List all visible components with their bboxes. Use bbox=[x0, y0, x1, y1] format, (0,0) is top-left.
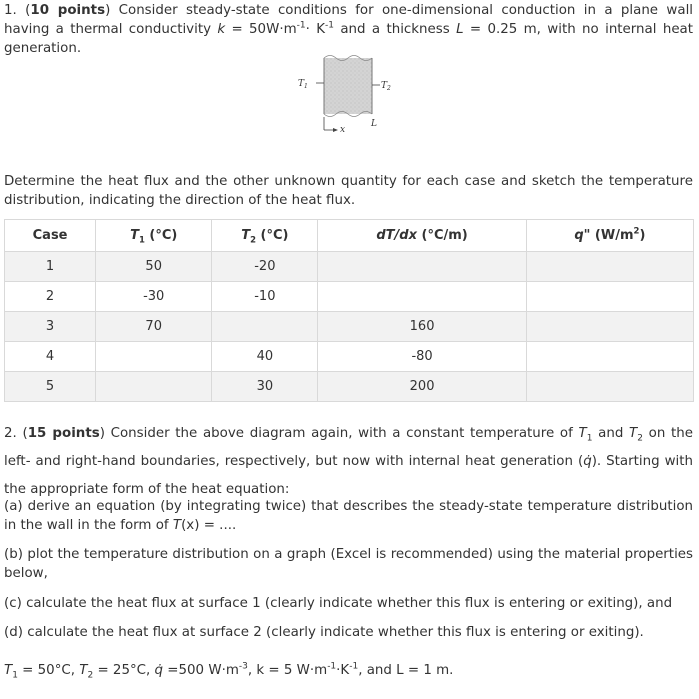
cell-heat-flux bbox=[526, 372, 693, 402]
problem-2-part-c: (c) calculate the heat flux at surface 1 (clearly indicate whether this flux is entering or exiting), and bbox=[4, 596, 673, 611]
cell-heat-flux bbox=[526, 282, 693, 312]
cell-heat-flux bbox=[526, 312, 693, 342]
header-dtdx: dT/dx (°C/m) bbox=[318, 220, 526, 252]
header-case: Case bbox=[5, 220, 96, 252]
table-row bbox=[5, 282, 694, 312]
x-label: x bbox=[340, 125, 346, 135]
t1-label: $T_1$ bbox=[298, 79, 308, 90]
problem-1-table bbox=[4, 219, 694, 402]
cell-dtdx bbox=[318, 252, 526, 282]
cell-case: 4 bbox=[5, 342, 96, 372]
t2-label: $T_2$ bbox=[381, 81, 391, 92]
cell-t1: -30 bbox=[96, 282, 212, 312]
table-header-row bbox=[5, 220, 694, 252]
problem-2-properties: $T_1 = 50^\circ C$, $T_2 = 25^\circ C$, q̇ =500 $W\cdot m^{-3}$, k = 5 $W\cdot m^{-1}\cdot K^{-1}$, and L = 1 m. bbox=[4, 661, 454, 681]
problem-1-statement: 1. (10 points) Consider steady-state conditions for one-dimensional conduction in a plane wall having a thermal conductivity $k = 50W\cdot m^{-1}\cdot K^{-1}$ and a thickness L = 0.25 m, with no internal heat generation. bbox=[4, 3, 694, 56]
table-row bbox=[5, 312, 694, 342]
cell-heat-flux bbox=[526, 252, 693, 282]
cell-t2: -20 bbox=[212, 252, 318, 282]
cell-t2 bbox=[212, 312, 318, 342]
table-row bbox=[5, 372, 694, 402]
problem-2-part-d: (d) calculate the heat flux at surface 2 (clearly indicate whether this flux is entering or exiting). bbox=[4, 625, 644, 640]
table-row bbox=[5, 252, 694, 282]
x-arrow-head bbox=[333, 128, 338, 132]
header-t2: $T_2$ (°C) bbox=[212, 220, 318, 252]
problem-1-prompt: Determine the heat flux and the other unknown quantity for each case and sketch the temperature distribution, indicating the direction of the heat flux. bbox=[4, 174, 693, 208]
problem-2-part-a: (a) derive an equation (by integrating twice) that describes the steady-state temperature distribution in the wall in the form of T(x) = .... bbox=[4, 499, 693, 533]
cell-t1 bbox=[96, 342, 212, 372]
header-heat-flux: q" $(W/m^2)$ bbox=[526, 220, 693, 252]
cell-t1 bbox=[96, 372, 212, 402]
thickness-label: L bbox=[371, 119, 377, 129]
cell-case: 5 bbox=[5, 372, 96, 402]
plane-wall-figure bbox=[290, 50, 410, 135]
cell-dtdx bbox=[318, 282, 526, 312]
problem-2-statement: 2. (15 points) Consider the above diagram again, with a constant temperature of $T_1$ and $T_2$ on the left- and right-hand boundaries, respectively, but now with internal heat generation (q̇). Starting with the appropriate form of the heat equation: bbox=[4, 426, 693, 497]
cell-t1: 70 bbox=[96, 312, 212, 342]
cell-heat-flux bbox=[526, 342, 693, 372]
header-t1: $T_1$ (°C) bbox=[96, 220, 212, 252]
cell-t2: 30 bbox=[212, 372, 318, 402]
cell-t2: 40 bbox=[212, 342, 318, 372]
cell-dtdx: -80 bbox=[318, 342, 526, 372]
problem-2-part-b: (b) plot the temperature distribution on a graph (Excel is recommended) using the material properties below, bbox=[4, 547, 693, 581]
cell-dtdx: 160 bbox=[318, 312, 526, 342]
problem-1-points: 10 points bbox=[30, 3, 106, 18]
wall-body bbox=[324, 58, 372, 114]
cell-case: 3 bbox=[5, 312, 96, 342]
cell-t1: 50 bbox=[96, 252, 212, 282]
cell-case: 1 bbox=[5, 252, 96, 282]
table-row bbox=[5, 342, 694, 372]
cell-t2: -10 bbox=[212, 282, 318, 312]
cell-dtdx: 200 bbox=[318, 372, 526, 402]
problem-2-points: 15 points bbox=[27, 426, 100, 441]
cell-case: 2 bbox=[5, 282, 96, 312]
